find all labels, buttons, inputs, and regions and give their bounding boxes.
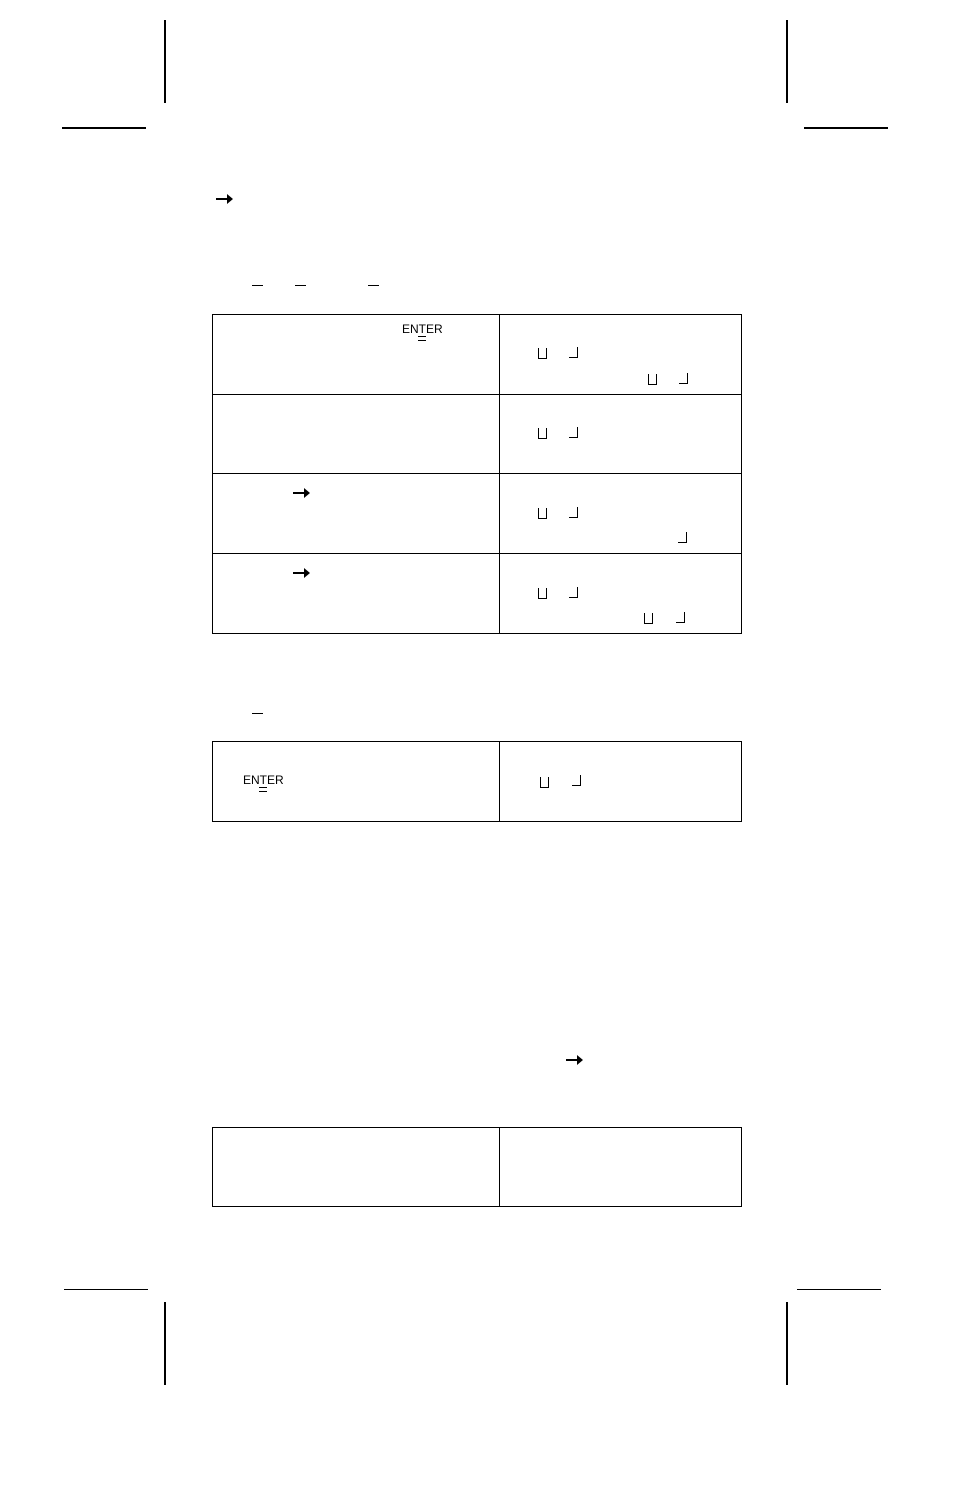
bracket-mark	[540, 777, 549, 788]
dash-mark	[252, 713, 263, 714]
table-3	[212, 1127, 742, 1207]
bracket-mark	[538, 588, 547, 599]
bracket-mark	[569, 347, 578, 358]
bracket-mark	[569, 427, 578, 438]
crop-mark-top-right-vertical	[786, 20, 788, 103]
right-arrow-icon	[566, 1054, 584, 1066]
bracket-mark	[538, 428, 547, 439]
dash-mark	[252, 285, 263, 286]
dash-mark	[295, 285, 306, 286]
table-1	[212, 314, 742, 634]
bracket-mark	[572, 775, 581, 786]
bracket-mark	[569, 507, 578, 518]
bracket-mark	[569, 587, 578, 598]
right-arrow-icon	[216, 193, 234, 205]
right-arrow-icon	[293, 487, 311, 499]
bracket-mark	[538, 348, 547, 359]
bracket-mark	[538, 508, 547, 519]
bracket-mark	[644, 613, 653, 624]
crop-mark-bottom-right-horizontal	[797, 1289, 881, 1290]
crop-mark-bottom-left-horizontal	[64, 1289, 148, 1290]
table-2	[212, 741, 742, 822]
crop-mark-top-right-horizontal	[804, 127, 888, 129]
bracket-mark	[676, 612, 685, 623]
crop-mark-top-left-horizontal	[62, 127, 146, 129]
dash-mark	[368, 285, 379, 286]
enter-key: ENTER	[243, 774, 284, 786]
bracket-mark	[679, 373, 688, 384]
crop-mark-top-left-vertical	[164, 20, 166, 103]
right-arrow-icon	[293, 567, 311, 579]
crop-mark-bottom-left-vertical	[164, 1302, 166, 1385]
crop-mark-bottom-right-vertical	[786, 1302, 788, 1385]
bracket-mark	[678, 532, 687, 543]
bracket-mark	[648, 374, 657, 385]
enter-key: ENTER	[402, 323, 443, 335]
